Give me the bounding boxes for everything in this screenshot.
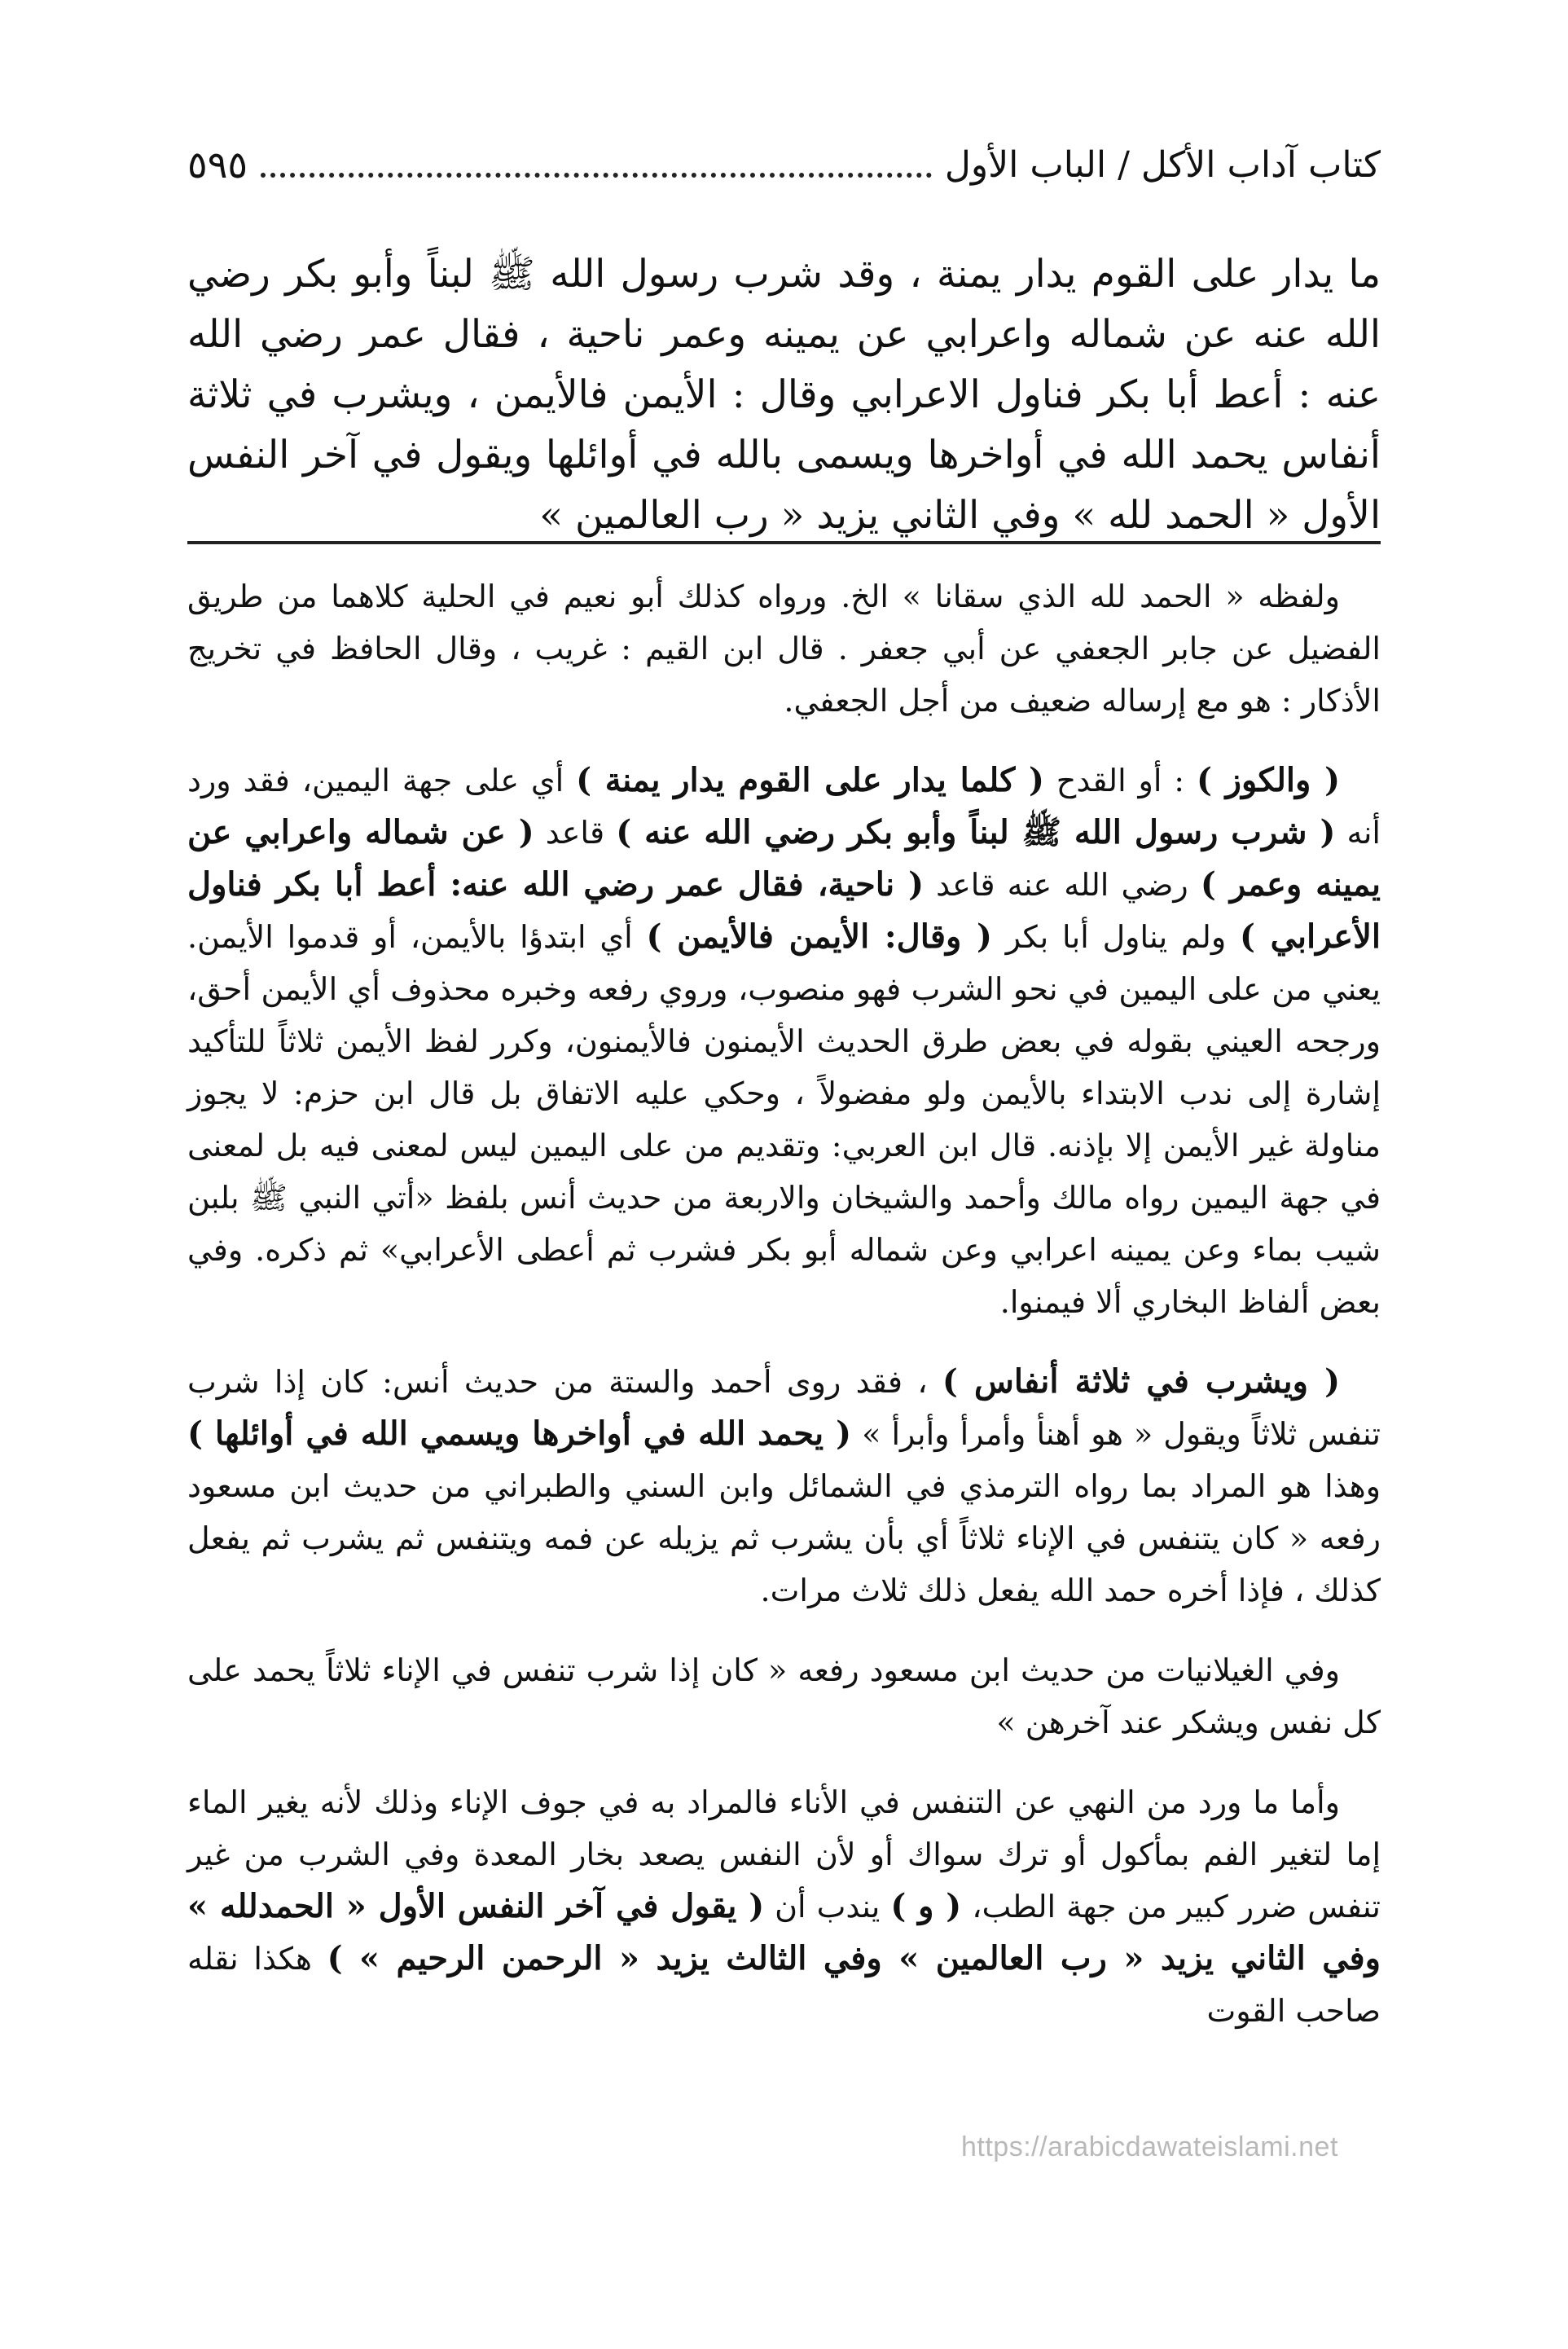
commentary-text: هكذا نقله صاحب القوت (187, 1941, 1381, 2029)
commentary-text: أي ابتدؤا بالأيمن، أو قدموا الأيمن. يعني من على اليمين في نحو الشرب فهو منصوب، وروي رفعه وخبره محذوف أي الأيمن أحق، ورجحه العيني بقوله في بعض طرق الحديث الأيمنون فالأيمنون، وكرر لفظ الأيمن ثلاثاً للتأكيد إشارة إلى ندب الابتداء بالأيمن ولو مفضولاً ، وحكي عليه الاتفاق بل قال ابن حزم: لا يجوز مناولة غير الأيمن إلا بإذنه. قال ابن العربي: وتقديم من على اليمين ليس لمعنى فيه بل لمعنى في جهة اليمين رواه مالك وأحمد والشيخان والاربعة من حديث أنس بلفظ «أتي النبي ﷺ بلبن شيب بماء وعن يمينه اعرابي وعن شماله أبو بكر فشرب ثم أعطى الأعرابي» ثم ذكره. وفي بعض ألفاظ البخاري ألا فيمنوا. (187, 919, 1381, 1320)
commentary-text: : أو القدح (1043, 763, 1197, 798)
matn-quote: ( يحمد الله في أواخرها ويسمي الله في أوائلها ) (187, 1414, 852, 1453)
commentary-text: وهذا هو المراد بما رواه الترمذي في الشمائل وابن السني والطبراني من حديث ابن مسعود رفعه « كان يتنفس في الإناء ثلاثاً أي بأن يشرب ثم يزيله عن فمه ويتنفس ثم يشرب ثم يفعل كذلك ، فإذا أخره حمد الله يفعل ذلك ثلاث مرات. (187, 1468, 1381, 1608)
running-title: كتاب آداب الأكل / الباب الأول (944, 144, 1381, 187)
matn-quote: ( والكوز ) (1197, 761, 1340, 799)
matn-quote: ( وقال: الأيمن فالأيمن ) (646, 917, 992, 956)
commentary-text: قاعد (534, 815, 617, 851)
commentary-paragraph-5 (187, 1776, 1381, 2037)
commentary-text: يندب أن (764, 1889, 891, 1925)
commentary-block (187, 570, 1381, 2065)
watermark-url: https://arabicdawateislami.net (961, 2131, 1338, 2162)
commentary-text: وأما ما ورد من النهي عن التنفس في الأناء فالمراد به في جوف الإناء وذلك لأنه يغير الماء إما لتغير الفم بمأكول أو ترك سواك أو لأن النفس يصعد بخار المعدة وفي الشرب من غير تنفس ضرر كبير من جهة الطب، (187, 1784, 1381, 1925)
commentary-text: ولم يناول أبا بكر (991, 919, 1240, 955)
commentary-text: رضي الله عنه قاعد (924, 867, 1201, 903)
commentary-paragraph-2 (187, 754, 1381, 1328)
matn-quote: ( ناحية، فقال عمر رضي الله عنه: أعط أبا بكر فناول الأعرابي ) (187, 865, 1381, 956)
leader-dots (261, 173, 932, 178)
page-header (187, 122, 1381, 187)
matn-quote: ( يقول في آخر النفس الأول « الحمدلله » وفي الثاني يزيد « رب العالمين » وفي الثالث يزيد « الرحمن الرحيم » ) (187, 1887, 1381, 1977)
main-paragraph: ما يدار على القوم يدار يمنة ، وقد شرب رسول الله ﷺ لبناً وأبو بكر رضي الله عنه عن شماله واعرابي عن يمينه وعمر ناحية ، فقال عمر رضي الله عنه : أعط أبا بكر فناول الاعرابي وقال : الأيمن فالأيمن ، ويشرب في ثلاثة أنفاس يحمد الله في أواخرها ويسمى بالله في أوائلها ويقول في آخر النفس الأول « الحمد لله » وفي الثاني يزيد « رب العالمين » (187, 252, 1381, 538)
matn-quote: ( ويشرب في ثلاثة أنفاس ) (942, 1362, 1340, 1401)
commentary-text: ، فقد روى أحمد والستة من حديث أنس: كان إذا شرب تنفس ثلاثاً ويقول « هو أهنأ وأمرأ وأبرأ » (187, 1364, 1381, 1452)
page-number: ٥٩٥ (187, 142, 248, 187)
footnote-divider (187, 541, 1381, 544)
matn-quote: ( كلما يدار على القوم يدار يمنة ) (576, 761, 1044, 799)
main-text-block (187, 244, 1381, 546)
matn-quote: ( عن شماله واعرابي عن يمينه وعمر ) (187, 813, 1381, 904)
matn-quote: ( شرب رسول الله ﷺ لبناً وأبو بكر رضي الله عنه ) (616, 813, 1336, 851)
commentary-paragraph-4: وفي الغيلانيات من حديث ابن مسعود رفعه « كان إذا شرب تنفس في الإناء ثلاثاً يحمد على كل نفس ويشكر عند آخرهن » (187, 1652, 1381, 1740)
commentary-paragraph-1: ولفظه « الحمد لله الذي سقانا » الخ. ورواه كذلك أبو نعيم في الحلية كلاهما من طريق الفضيل عن جابر الجعفي عن أبي جعفر . قال ابن القيم : غريب ، وقال الحافظ في تخريج الأذكار : هو مع إرساله ضعيف من أجل الجعفي. (187, 578, 1381, 719)
commentary-paragraph-3 (187, 1356, 1381, 1617)
commentary-text: أي على جهة اليمين، فقد ورد أنه (187, 763, 1381, 851)
matn-quote: ( و ) (890, 1887, 962, 1925)
